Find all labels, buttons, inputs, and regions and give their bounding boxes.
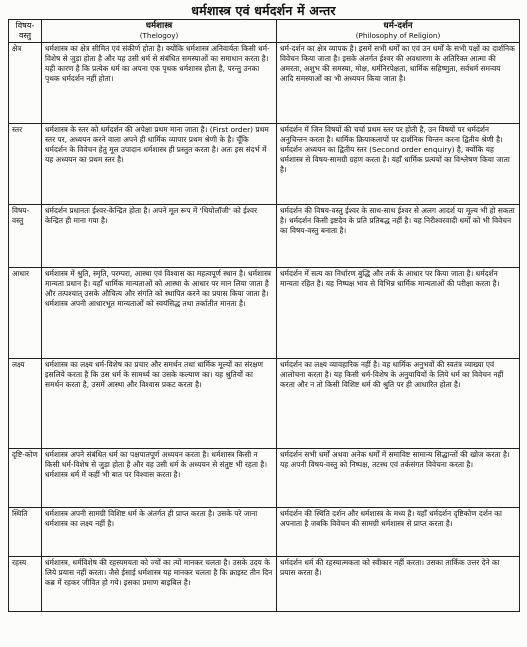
row-philosophy-cell: धर्मदर्शन की स्थिति दर्शन और धर्मशास्त्र के मध्य है। यहाँ धर्मदर्शन दृष्टिकोण दर्शन का अपनाता है जबकि विवेचन की सामग्री धर्मशास्त्र से प्राप्त करता है। <box>277 508 520 557</box>
header-philosophy-hindi: धर्म-दर्शन <box>383 21 413 31</box>
comparison-table <box>8 19 520 612</box>
row-theology-cell: धर्मशास्त्र में श्रुति, स्मृति, परम्परा, आस्था एवं विश्वास का महत्वपूर्ण स्थान है। धर्मशास्त्र मान्यता प्रधान है। यहाँ धार्मिक मान्यताओं को आस्था के आधार पर मान लिया जाता है और तत्पश्चात् उसके औचित्य और संगति को स्थापित करने का प्रयास किया जाता है। धर्मशास्त्र अपनी आधारभूत मान्यताओं को स्वयंसिद्ध तथा तर्कातीत मानता है। <box>42 268 277 359</box>
header-theology-english: (Thelogoy) <box>139 31 179 40</box>
row-aspect: स्थिति <box>9 508 42 557</box>
row-aspect: आधार <box>9 268 42 359</box>
header-theology <box>42 20 277 43</box>
row-theology-cell: धर्मशास्त्र के स्तर को धर्मदर्शन की अपेक्षा प्रथम माना जाता है। (First order) प्रथम स्तर पर, अध्ययन करने वाला अपने ही धार्मिक व्यापार प्रथम श्रेणी के है। चूँकि धर्मदर्शन के विवेचन हेतु मूल उपादान धर्मशास्त्र ही प्रस्तुत करता है। अतः इस संदर्भ में यह अध्ययन का प्रथम स्तर है। <box>42 124 277 205</box>
row-aspect: स्तर <box>9 124 42 205</box>
page-title: धर्मशास्त्र एवं धर्मदर्शन में अन्तर <box>191 3 336 18</box>
table-row <box>9 557 520 612</box>
row-philosophy-cell: धर्मदर्शन में जिन विषयों की चर्चा प्रथम स्तर पर होती है, उन विषयों पर धर्मदर्शन अनुचिन्तन करता है। धार्मिक क्रियाकलापों पर दार्शनिक चिन्तन करना द्वितीय श्रेणी है। धर्मदर्शन अध्ययन का द्वितीय स्तर (Second order enquiry) है, क्योंकि यह धर्मशास्त्र से विषय-सामग्री ग्रहण करता है। यहाँ धार्मिक प्रत्ययों का विश्लेषण किया जाता है। <box>277 124 520 205</box>
row-theology-cell: धर्मशास्त्र का लक्ष्य धर्म-विशेष का प्रचार और समर्थन तथा धार्मिक मूल्यों का संरक्षण इसलिये करता है कि उस धर्म के सामर्थ्य का उसके कल्याण का। यह श्रुतियों का समर्थन करता है, उसमें आस्था और विश्वास प्रकट करता है। <box>42 359 277 449</box>
row-philosophy-cell: धर्मदर्शन में सत्य का निर्धारण बुद्धि और तर्क के आधार पर किया जाता है। धर्मदर्शन मान्यता रहित है। यह निष्पक्ष भाव से विभिन्न धार्मिक मान्यताओं की परीक्षा करता है। <box>277 268 520 359</box>
row-theology-cell: धर्मशास्त्र का क्षेत्र सीमित एवं संकीर्ण होता है। क्योंकि धर्मशास्त्र अनिवार्यतः किसी धर्म-विशेष से जुड़ा होता है और यह उसी धर्म से संबंधित समस्याओं का समाधान करता है। यही कारण है कि प्रत्येक धर्म का अपना एक पृथक धर्मशास्त्र होता है, परन्तु उनका पृथक धर्मदर्शन नहीं होता। <box>42 43 277 124</box>
row-aspect: क्षेत्र <box>9 43 42 124</box>
row-aspect: रहस्य <box>9 557 42 612</box>
header-philosophy-english: (Philosophy of Religion) <box>355 31 441 40</box>
table-row <box>9 43 520 124</box>
row-aspect: लक्ष्य <box>9 359 42 449</box>
table-row <box>9 268 520 359</box>
row-philosophy-cell: धर्म-दर्शन का क्षेत्र व्यापक है। इसमें सभी धर्मों का एवं उन धर्मों के सभी पक्षों का दार्शनिक विवेचन किया जाता है। इसके अंतर्गत ईश्वर की अवधारणा के अतिरिक्त आत्मा की अमरता, अशुभ की समस्या, मोक्ष, धर्मनिरपेक्षता, धार्मिक सहिष्णुता, सर्वधर्म समन्वय आदि समस्याओं का भी अध्ययन किया जाता है। <box>277 43 520 124</box>
row-aspect: विषय-वस्तु <box>9 205 42 268</box>
table-header-row <box>9 20 520 43</box>
table-row <box>9 508 520 557</box>
row-philosophy-cell: धर्मदर्शन धर्म की रहस्यात्मकता को स्वीकार नहीं करता। उसका तार्किक उत्तर देने का प्रयास करता है। <box>277 557 520 612</box>
row-theology-cell: धर्मशास्त्र अपनी सामग्री विशिष्ट धर्म के अंतर्गत ही प्राप्त करता है। उसके परे जाना धर्मशास्त्र का लक्ष्य नहीं है। <box>42 508 277 557</box>
table-row <box>9 449 520 508</box>
table-row <box>9 359 520 449</box>
header-philosophy <box>277 20 520 43</box>
header-theology-hindi: धर्मशास्त्र <box>145 21 173 31</box>
row-philosophy-cell: धर्मदर्शन की विषय-वस्तु ईश्वर के साथ-साथ ईश्वर से अलग आदर्श या मूल्य भी हो सकता है। धर्मदर्शन किसी इष्टदेव के प्रति प्रतिबद्ध नहीं है। यह निरीश्वरवादी धर्मों को भी विवेचन का विषय-वस्तु बनाता है। <box>277 205 520 268</box>
row-philosophy-cell: धर्मदर्शन सभी धर्मों अथवा अनेक धर्मों में समाविष्ट सामान्य सिद्धान्तों की खोज करता है। यह अपनी विषय-वस्तु को निष्पक्ष, तटस्थ एवं तर्कसंगत विवेचना करता है। <box>277 449 520 508</box>
header-aspect: विषय-वस्तु <box>9 20 42 43</box>
row-theology-cell: धर्मशास्त्र अपने संबंधित धर्म का पक्षपातपूर्ण अध्ययन करता है। धर्मशास्त्र किसी न किसी धर्म-विशेष से जुड़ा होता है और वह उसी धर्म के अध्ययन से संतुष्ट भी रहता है। धर्मशास्त्र धर्म में कहीं भी बात पर विश्वास करता है। <box>42 449 277 508</box>
row-theology-cell: धर्मशास्त्र, धर्मविशेष की रहस्यमयता को ज्यों का त्यों मानकर चलता है। उसके उदय के लिये प्रयास नहीं करता। जैसे ईसाई धर्मशास्त्र यह मानकर चलता है कि क्राइस्ट तीन दिन कब्र में रहकर जीवित हो गये। इसका प्रमाण बाइबिल है। <box>42 557 277 612</box>
table-row <box>9 124 520 205</box>
row-theology-cell: धर्मदर्शन प्रधानतः ईश्वर-केन्द्रित होता है। अपने मूल रूप में 'थियोलॉजी' को ईश्वर केन्द्रित ही माना गया है। <box>42 205 277 268</box>
table-row <box>9 205 520 268</box>
row-philosophy-cell: धर्मदर्शन का लक्ष्य व्यावहारिक नहीं है। वह धार्मिक अनुभवों की स्वतंत्र व्याख्या एवं आलोचना करता है। यह किसी धर्म-विशेष के अनुयायियों के लिये धर्म का विवेचन नहीं करता और न तो किसी विशिष्ट धर्म की श्रुति पर ही आधारित होता है। <box>277 359 520 449</box>
row-aspect: दृष्टि-कोण <box>9 449 42 508</box>
